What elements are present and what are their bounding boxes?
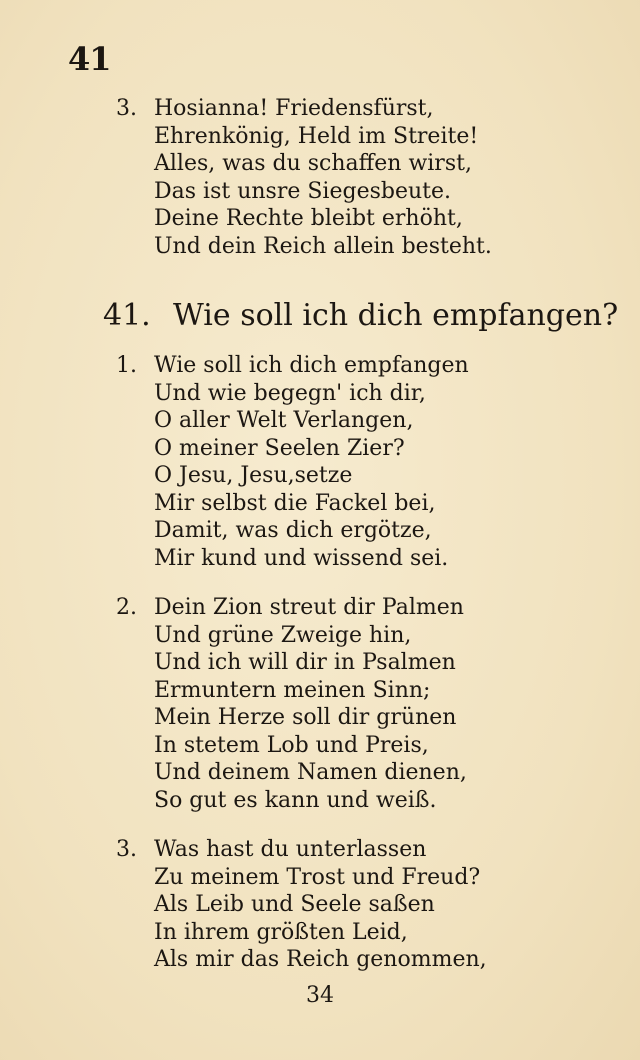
verse-line: Alles, was du schaffen wirst,: [154, 151, 472, 176]
verse-number: 1.: [116, 353, 137, 378]
verse-line: Damit, was dich ergötze,: [154, 518, 432, 543]
verse-line: Und grüne Zweige hin,: [154, 622, 412, 648]
verse-line: In ihrem größten Leid,: [154, 919, 408, 945]
verse-number: 3.: [116, 96, 137, 121]
verse-line: So gut es kann und weiß.: [154, 787, 437, 813]
verse-line: Mir kund und wissend sei.: [154, 545, 449, 571]
verse-line: O aller Welt Verlangen,: [154, 408, 414, 433]
verse-line: Mir selbst die Fackel bei,: [154, 490, 436, 516]
verse-line: Das ist unsre Siegesbeute.: [154, 178, 451, 204]
verse-line: Ehrenkönig, Held im Streite!: [154, 123, 479, 149]
verse-number: 2.: [116, 595, 137, 620]
previous-hymn-stanza: [116, 95, 596, 260]
verse-line: Und dein Reich allein besteht.: [154, 233, 492, 259]
verse-1: [116, 352, 596, 572]
verse-line: O Jesu, Jesu,setze: [154, 463, 353, 488]
verse-line: O meiner Seelen Zier?: [154, 435, 405, 461]
verse-2: [116, 594, 596, 814]
verse-line: Was hast du unterlassen: [154, 837, 427, 862]
verse-line: Und deinem Namen dienen,: [154, 760, 467, 785]
page-header-number: 41: [68, 40, 111, 78]
verse-line: Ermuntern meinen Sinn;: [154, 677, 431, 703]
verse-number: 3.: [116, 837, 137, 862]
verse-line: Als Leib und Seele saßen: [154, 892, 435, 917]
hymn-heading: [103, 298, 618, 333]
verse-line: Als mir das Reich genommen,: [154, 947, 487, 972]
page-number: 34: [306, 983, 334, 1008]
verse-line: In stetem Lob und Preis,: [154, 732, 429, 758]
verse-line: Dein Zion streut dir Palmen: [154, 595, 464, 620]
verse-line: Deine Rechte bleibt erhöht,: [154, 206, 463, 231]
verse-3: [116, 836, 596, 974]
verse-line: Und wie begegn' ich dir,: [154, 380, 426, 406]
verse-line: Zu meinem Trost und Freud?: [154, 864, 481, 890]
verse-line: Mein Herze soll dir grünen: [154, 705, 457, 730]
hymn-number: 41.: [103, 298, 151, 333]
verse-line: Hosianna! Friedensfürst,: [154, 96, 434, 121]
verse-line: Wie soll ich dich empfangen: [154, 353, 469, 378]
hymn-title: Wie soll ich dich empfangen?: [173, 298, 619, 333]
verse-line: Und ich will dir in Psalmen: [154, 650, 456, 675]
